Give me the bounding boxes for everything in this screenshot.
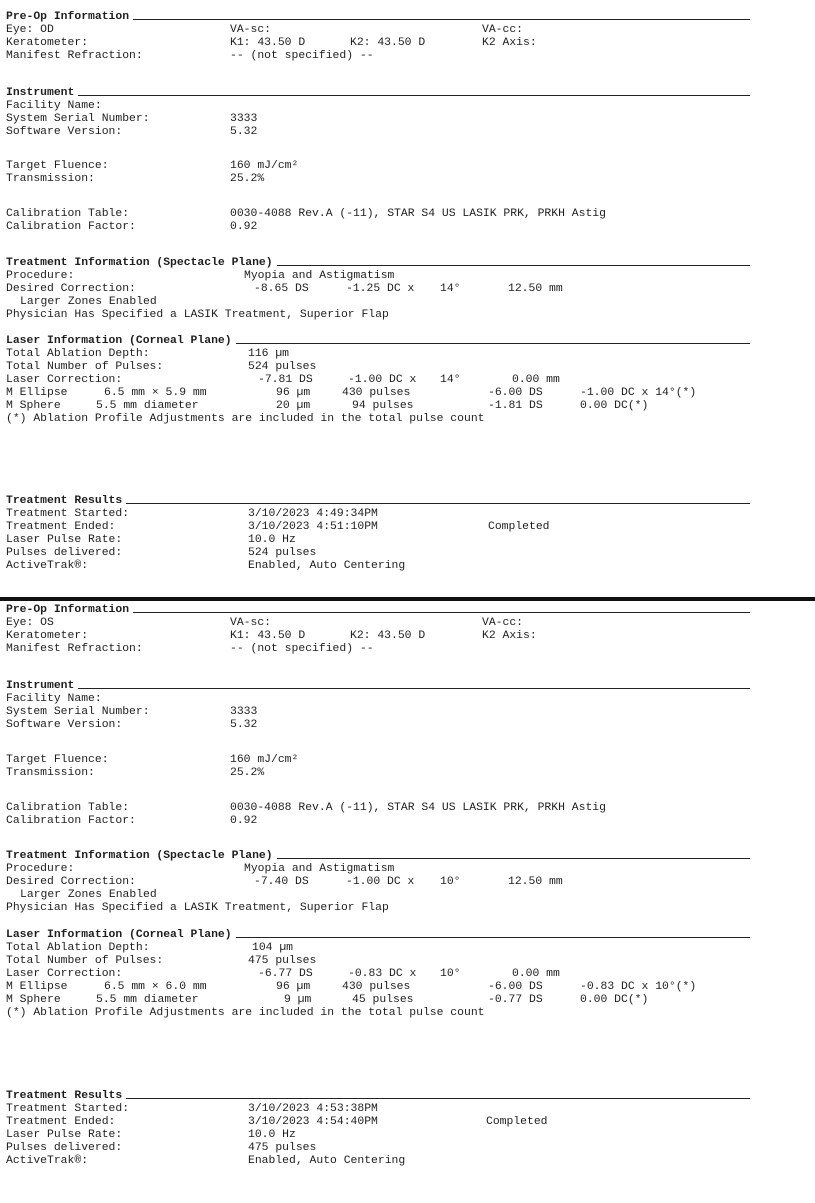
ellipse-depth: 96 µm [276,387,311,399]
software-value: 5.32 [230,719,258,731]
ablation-depth-label: Total Ablation Depth: [6,942,150,954]
ellipse-cylinder: -0.83 DC x 10°(*) [580,981,697,993]
calibration-table-value: 0030-4088 Rev.A (-11), STAR S4 US LASIK PRK, PRKH Astig [230,208,606,220]
fluence-value: 160 mJ/cm² [230,160,299,172]
pulse-rate-label: Laser Pulse Rate: [6,534,123,546]
pulses-delivered-value: 524 pulses [248,547,317,559]
k1-value: K1: 43.50 D [230,37,306,49]
ablation-depth-label: Total Ablation Depth: [6,348,150,360]
sphere-size: 5.5 mm diameter [96,400,199,412]
procedure-label: Procedure: [6,270,75,282]
instrument-section-title: Instrument [6,87,78,100]
zones-note: Larger Zones Enabled [20,889,157,901]
total-pulses-label: Total Number of Pulses: [6,361,164,373]
laser-axis: 14° [440,374,461,386]
calibration-factor-value: 0.92 [230,815,258,827]
ellipse-cylinder: -1.00 DC x 14°(*) [580,387,697,399]
serial-value: 3333 [230,706,258,718]
calibration-table-label: Calibration Table: [6,802,130,814]
procedure-label: Procedure: [6,863,75,875]
pulse-rate-label: Laser Pulse Rate: [6,1129,123,1141]
software-label: Software Version: [6,126,123,138]
results-section-title: Treatment Results [6,495,126,508]
k2-value: K2: 43.50 D [350,630,426,642]
software-value: 5.32 [230,126,258,138]
ellipse-label: M Ellipse [6,981,68,993]
k2-value: K2: 43.50 D [350,37,426,49]
instrument-section-title: Instrument [6,680,78,693]
ellipse-label: M Ellipse [6,387,68,399]
activetrak-value: Enabled, Auto Centering [248,1155,406,1167]
serial-value: 3333 [230,113,258,125]
transmission-value: 25.2% [230,173,265,185]
sphere-sphere: -1.81 DS [488,400,543,412]
sphere-sphere: -0.77 DS [488,994,543,1006]
desired-sphere: -8.65 DS [254,283,309,295]
va-cc-label: VA-cc: [482,617,524,629]
sphere-cylinder: 0.00 DC(*) [580,400,649,412]
sphere-size: 5.5 mm diameter [96,994,199,1006]
laser-offset: 0.00 mm [512,968,560,980]
results-section-title: Treatment Results [6,1090,126,1103]
sphere-label: M Sphere [6,400,61,412]
va-cc-label: VA-cc: [482,24,524,36]
software-label: Software Version: [6,719,123,731]
desired-zone: 12.50 mm [508,283,563,295]
laser-axis: 10° [440,968,461,980]
fluence-value: 160 mJ/cm² [230,754,299,766]
keratometer-label: Keratometer: [6,37,89,49]
activetrak-label: ActiveTrak®: [6,1155,89,1167]
pulses-delivered-value: 475 pulses [248,1142,317,1154]
activetrak-label: ActiveTrak®: [6,560,89,572]
manifest-label: Manifest Refraction: [6,50,143,62]
serial-label: System Serial Number: [6,113,150,125]
facility-label: Facility Name: [6,693,102,705]
fluence-label: Target Fluence: [6,754,109,766]
manifest-value: -- (not specified) -- [230,50,374,62]
ablation-footnote: (*) Ablation Profile Adjustments are included in the total pulse count [6,1007,485,1019]
serial-label: System Serial Number: [6,706,150,718]
calibration-factor-value: 0.92 [230,221,258,233]
laser-sphere: -7.81 DS [258,374,313,386]
desired-correction-label: Desired Correction: [6,283,136,295]
ended-label: Treatment Ended: [6,521,116,533]
transmission-value: 25.2% [230,767,265,779]
activetrak-value: Enabled, Auto Centering [248,560,406,572]
sphere-label: M Sphere [6,994,61,1006]
sphere-pulses: 45 pulses [352,994,414,1006]
sphere-depth: 9 µm [284,994,312,1006]
keratometer-label: Keratometer: [6,630,89,642]
started-value: 3/10/2023 4:49:34PM [248,508,378,520]
ellipse-size: 6.5 mm × 5.9 mm [104,387,207,399]
started-value: 3/10/2023 4:53:38PM [248,1103,378,1115]
ellipse-pulses: 430 pulses [342,981,411,993]
fluence-label: Target Fluence: [6,160,109,172]
section-rule [10,95,750,96]
ended-value: 3/10/2023 4:51:10PM [248,521,378,533]
laser-info-section-title: Laser Information (Corneal Plane) [6,929,236,942]
transmission-label: Transmission: [6,173,95,185]
desired-correction-label: Desired Correction: [6,876,136,888]
manifest-value: -- (not specified) -- [230,643,374,655]
laser-info-section-title: Laser Information (Corneal Plane) [6,335,236,348]
k2-axis-label: K2 Axis: [482,37,537,49]
ended-label: Treatment Ended: [6,1116,116,1128]
laser-sphere: -6.77 DS [258,968,313,980]
laser-cylinder: -0.83 DC x [348,968,417,980]
started-label: Treatment Started: [6,1103,130,1115]
calibration-table-label: Calibration Table: [6,208,130,220]
procedure-value: Myopia and Astigmatism [244,270,395,282]
total-pulses-label: Total Number of Pulses: [6,955,164,967]
sphere-cylinder: 0.00 DC(*) [580,994,649,1006]
laser-offset: 0.00 mm [512,374,560,386]
physician-note: Physician Has Specified a LASIK Treatment, Superior Flap [6,309,389,321]
eye-label: Eye: OS [6,617,54,629]
ablation-footnote: (*) Ablation Profile Adjustments are included in the total pulse count [6,413,485,425]
section-rule [10,688,750,689]
procedure-value: Myopia and Astigmatism [244,863,395,875]
transmission-label: Transmission: [6,767,95,779]
ablation-depth-value: 104 µm [252,942,294,954]
ellipse-sphere: -6.00 DS [488,387,543,399]
desired-cylinder: -1.00 DC x [346,876,415,888]
va-sc-label: VA-sc: [230,24,272,36]
facility-label: Facility Name: [6,100,102,112]
report-page-os [0,603,815,1203]
sphere-pulses: 94 pulses [352,400,414,412]
physician-note: Physician Has Specified a LASIK Treatment, Superior Flap [6,902,389,914]
preop-section-title: Pre-Op Information [6,11,133,24]
k2-axis-label: K2 Axis: [482,630,537,642]
pulses-delivered-label: Pulses delivered: [6,547,123,559]
pulses-delivered-label: Pulses delivered: [6,1142,123,1154]
calibration-factor-label: Calibration Factor: [6,221,136,233]
calibration-factor-label: Calibration Factor: [6,815,136,827]
laser-correction-label: Laser Correction: [6,374,123,386]
total-pulses-value: 475 pulses [248,955,317,967]
desired-cylinder: -1.25 DC x [346,283,415,295]
ellipse-pulses: 430 pulses [342,387,411,399]
pulse-rate-value: 10.0 Hz [248,534,296,546]
total-pulses-value: 524 pulses [248,361,317,373]
treatment-info-section-title: Treatment Information (Spectacle Plane) [6,257,277,270]
k1-value: K1: 43.50 D [230,630,306,642]
treatment-status: Completed [488,521,550,533]
zones-note: Larger Zones Enabled [20,296,157,308]
report-page-od [0,0,815,600]
ellipse-sphere: -6.00 DS [488,981,543,993]
eye-label: Eye: OD [6,24,54,36]
treatment-info-section-title: Treatment Information (Spectacle Plane) [6,850,277,863]
laser-correction-label: Laser Correction: [6,968,123,980]
va-sc-label: VA-sc: [230,617,272,629]
started-label: Treatment Started: [6,508,130,520]
sphere-depth: 20 µm [276,400,311,412]
ended-value: 3/10/2023 4:54:40PM [248,1116,378,1128]
desired-zone: 12.50 mm [508,876,563,888]
pulse-rate-value: 10.0 Hz [248,1129,296,1141]
treatment-status: Completed [486,1116,548,1128]
desired-axis: 10° [440,876,461,888]
page-separator [0,597,815,601]
ellipse-size: 6.5 mm × 6.0 mm [104,981,207,993]
desired-sphere: -7.40 DS [254,876,309,888]
desired-axis: 14° [440,283,461,295]
laser-cylinder: -1.00 DC x [348,374,417,386]
preop-section-title: Pre-Op Information [6,604,133,617]
manifest-label: Manifest Refraction: [6,643,143,655]
ellipse-depth: 96 µm [276,981,311,993]
calibration-table-value: 0030-4088 Rev.A (-11), STAR S4 US LASIK PRK, PRKH Astig [230,802,606,814]
ablation-depth-value: 116 µm [248,348,290,360]
